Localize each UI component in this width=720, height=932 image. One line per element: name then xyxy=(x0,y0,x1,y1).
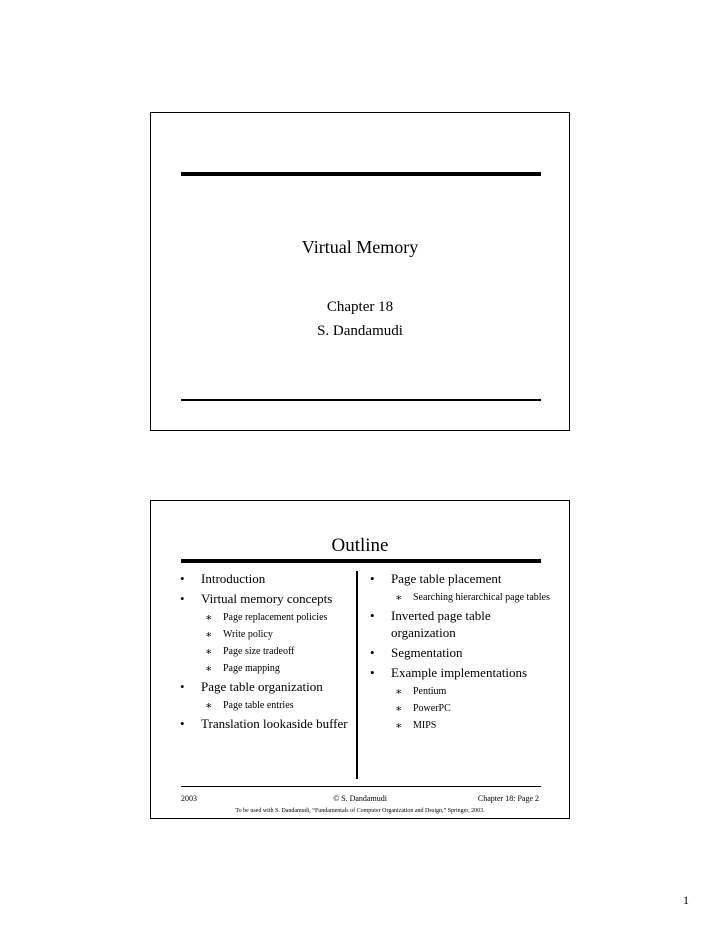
column-divider xyxy=(356,571,358,779)
title-rule-bottom xyxy=(181,399,541,401)
asterisk-bullet-icon: ∗ xyxy=(395,592,403,604)
outline-rule-top xyxy=(181,559,541,563)
outline-subitem xyxy=(176,700,352,712)
asterisk-bullet-icon: ∗ xyxy=(205,700,213,712)
outline-item-text: Page mapping xyxy=(223,663,280,674)
outline-subitem xyxy=(366,592,551,604)
outline-item-text: MIPS xyxy=(413,720,437,731)
outline-item-text: Example implementations xyxy=(391,665,528,680)
outline-subitem xyxy=(176,646,352,658)
footer-copyright: © S. Dandamudi xyxy=(333,794,387,803)
asterisk-bullet-icon: ∗ xyxy=(205,663,213,675)
slide-title: Virtual Memory xyxy=(301,237,419,257)
title-slide xyxy=(150,112,570,431)
outline-item xyxy=(366,570,551,587)
title-rule-top xyxy=(181,172,541,176)
footer-rule xyxy=(181,786,541,787)
outline-item xyxy=(366,607,551,641)
outline-item-text: PowerPC xyxy=(413,703,451,714)
asterisk-bullet-icon: ∗ xyxy=(205,629,213,641)
chapter-label: Chapter 18 xyxy=(326,299,394,315)
outline-item-text: Introduction xyxy=(201,571,266,586)
outline-item xyxy=(176,570,352,587)
footer-year: 2003 xyxy=(181,794,197,803)
outline-item xyxy=(366,664,551,681)
bullet-icon: • xyxy=(180,679,185,694)
outline-item xyxy=(366,644,551,661)
outline-left-column xyxy=(176,567,352,732)
outline-subitem xyxy=(176,663,352,675)
outline-item-text: Translation lookaside buffer xyxy=(201,716,348,731)
outline-item-text: Write policy xyxy=(223,629,273,640)
outline-subitem xyxy=(176,612,352,624)
outline-item-text: Page table organization xyxy=(201,679,323,694)
outline-item-text: Page table entries xyxy=(223,700,294,711)
outline-item xyxy=(176,715,352,732)
bullet-icon: • xyxy=(180,571,185,586)
bullet-icon: • xyxy=(370,571,375,586)
outline-subitem xyxy=(366,703,551,715)
outline-subitem xyxy=(366,720,551,732)
author-name: S. Dandamudi xyxy=(317,323,403,339)
bullet-icon: • xyxy=(180,716,185,731)
outline-item-text: Page table placement xyxy=(391,571,502,586)
asterisk-bullet-icon: ∗ xyxy=(205,646,213,658)
bullet-icon: • xyxy=(370,645,375,660)
bullet-icon: • xyxy=(370,608,375,623)
outline-item-text: Segmentation xyxy=(391,645,463,660)
bullet-icon: • xyxy=(180,591,185,606)
outline-item-text: Inverted page table organization xyxy=(391,608,491,640)
footer-note: To be used with S. Dandamudi, “Fundamentals of Computer Organization and Design,” Springer, 2003. xyxy=(235,808,485,814)
asterisk-bullet-icon: ∗ xyxy=(395,686,403,698)
asterisk-bullet-icon: ∗ xyxy=(205,612,213,624)
outline-subitem xyxy=(176,629,352,641)
outline-item-text: Page replacement policies xyxy=(223,612,328,623)
outline-title: Outline xyxy=(331,535,389,556)
outline-item-text: Searching hierarchical page tables xyxy=(413,592,550,603)
bullet-icon: • xyxy=(370,665,375,680)
outline-item-text: Page size tradeoff xyxy=(223,646,295,657)
footer-page: Chapter 18: Page 2 xyxy=(477,794,539,803)
outline-item xyxy=(176,590,352,607)
outline-item-text: Virtual memory concepts xyxy=(201,591,333,606)
outline-slide xyxy=(150,500,570,819)
outline-right-column xyxy=(366,567,551,732)
asterisk-bullet-icon: ∗ xyxy=(395,703,403,715)
outline-item xyxy=(176,678,352,695)
asterisk-bullet-icon: ∗ xyxy=(395,720,403,732)
page-number: 1 xyxy=(683,893,689,907)
outline-item-text: Pentium xyxy=(413,686,447,697)
outline-subitem xyxy=(366,686,551,698)
